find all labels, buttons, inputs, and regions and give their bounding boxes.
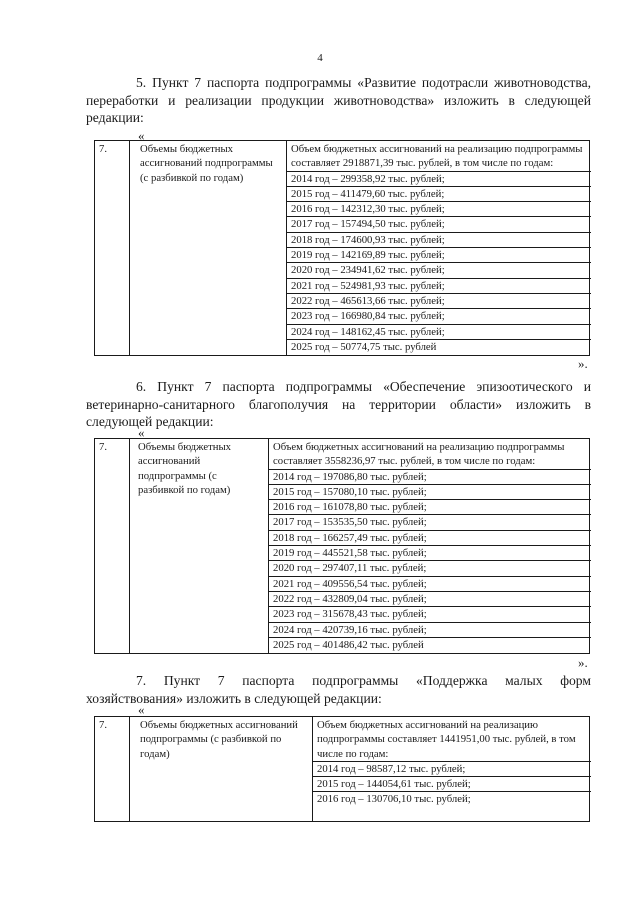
section-6-table	[94, 438, 590, 654]
section-5-quote-close: ».	[578, 356, 588, 371]
section-7-paragraph: 7. Пункт 7 паспорта подпрограммы «Поддержка малых форм хозяйствования» изложить в следующей редакции:	[86, 673, 591, 706]
year-line: 2015 год – 144054,61 тыс. рублей;	[313, 776, 591, 791]
table-values	[269, 439, 590, 654]
year-line: 2017 год – 157494,50 тыс. рублей;	[287, 216, 591, 231]
table-label: Объемы бюджетных ассигнований подпрограммы (с разбивкой по годам)	[130, 717, 313, 822]
section-7-table	[94, 716, 590, 822]
year-line: 2023 год – 315678,43 тыс. рублей;	[269, 606, 591, 621]
year-line: 2020 год – 297407,11 тыс. рублей;	[269, 560, 591, 575]
page-number: 4	[317, 52, 323, 64]
table-label: Объемы бюджетных ассигнований подпрограммы (с разбивкой по годам)	[130, 141, 287, 356]
table-row-number: 7.	[95, 717, 130, 822]
year-line: 2014 год – 197086,80 тыс. рублей;	[269, 469, 591, 484]
year-line: 2014 год – 299358,92 тыс. рублей;	[287, 171, 591, 186]
year-line: 2023 год – 166980,84 тыс. рублей;	[287, 308, 591, 323]
year-line: 2018 год – 166257,49 тыс. рублей;	[269, 530, 591, 545]
year-line: 2015 год – 157080,10 тыс. рублей;	[269, 484, 591, 499]
year-line: 2021 год – 524981,93 тыс. рублей;	[287, 278, 591, 293]
table-row-number: 7.	[95, 439, 130, 654]
year-line: 2020 год – 234941,62 тыс. рублей;	[287, 262, 591, 277]
year-line: 2019 год – 445521,58 тыс. рублей;	[269, 545, 591, 560]
section-6-quote-open: «	[138, 425, 145, 440]
table-values	[313, 717, 590, 822]
section-5-table	[94, 140, 590, 356]
year-line: 2025 год – 401486,42 тыс. рублей	[269, 637, 591, 652]
year-line: 2024 год – 420739,16 тыс. рублей;	[269, 622, 591, 637]
table-intro: Объем бюджетных ассигнований на реализацию подпрограммы составляет 3558236,97 тыс. рублей, в том числе по годам:	[273, 441, 565, 468]
year-line: 2015 год – 411479,60 тыс. рублей;	[287, 186, 591, 201]
year-line: 2016 год – 130706,10 тыс. рублей;	[313, 791, 591, 806]
year-line: 2024 год – 148162,45 тыс. рублей;	[287, 324, 591, 339]
table-values	[287, 141, 590, 356]
year-line: 2021 год – 409556,54 тыс. рублей;	[269, 576, 591, 591]
year-line: 2018 год – 174600,93 тыс. рублей;	[287, 232, 591, 247]
year-line: 2017 год – 153535,50 тыс. рублей;	[269, 514, 591, 529]
table-intro: Объем бюджетных ассигнований на реализацию подпрограммы составляет 2918871,39 тыс. рублей, в том числе по годам:	[291, 143, 583, 170]
section-6-quote-close: ».	[578, 655, 588, 670]
section-5-paragraph: 5. Пункт 7 паспорта подпрограммы «Развитие подотрасли животноводства, переработки и реализации продукции животноводства» изложить в следующей редакции:	[86, 75, 591, 125]
year-line: 2014 год – 98587,12 тыс. рублей;	[313, 761, 591, 776]
year-line: 2022 год – 432809,04 тыс. рублей;	[269, 591, 591, 606]
section-7-quote-open: «	[138, 702, 145, 717]
table-row-number: 7.	[95, 141, 130, 356]
table-intro: Объем бюджетных ассигнований на реализацию подпрограммы составляет 1441951,00 тыс. рублей, в том числе по годам:	[317, 719, 576, 760]
section-5-quote-open: «	[138, 128, 145, 143]
year-line: 2019 год – 142169,89 тыс. рублей;	[287, 247, 591, 262]
year-line: 2022 год – 465613,66 тыс. рублей;	[287, 293, 591, 308]
section-6-paragraph: 6. Пункт 7 паспорта подпрограммы «Обеспечение эпизоотического и ветеринарно-санитарного благополучия на территории области» изложить в следующей редакции:	[86, 379, 591, 429]
table-label: Объемы бюджетных ассигнований подпрограммы (с разбивкой по годам)	[130, 439, 269, 654]
year-line: 2016 год – 142312,30 тыс. рублей;	[287, 201, 591, 216]
year-line: 2016 год – 161078,80 тыс. рублей;	[269, 499, 591, 514]
year-line: 2025 год – 50774,75 тыс. рублей	[287, 339, 591, 354]
